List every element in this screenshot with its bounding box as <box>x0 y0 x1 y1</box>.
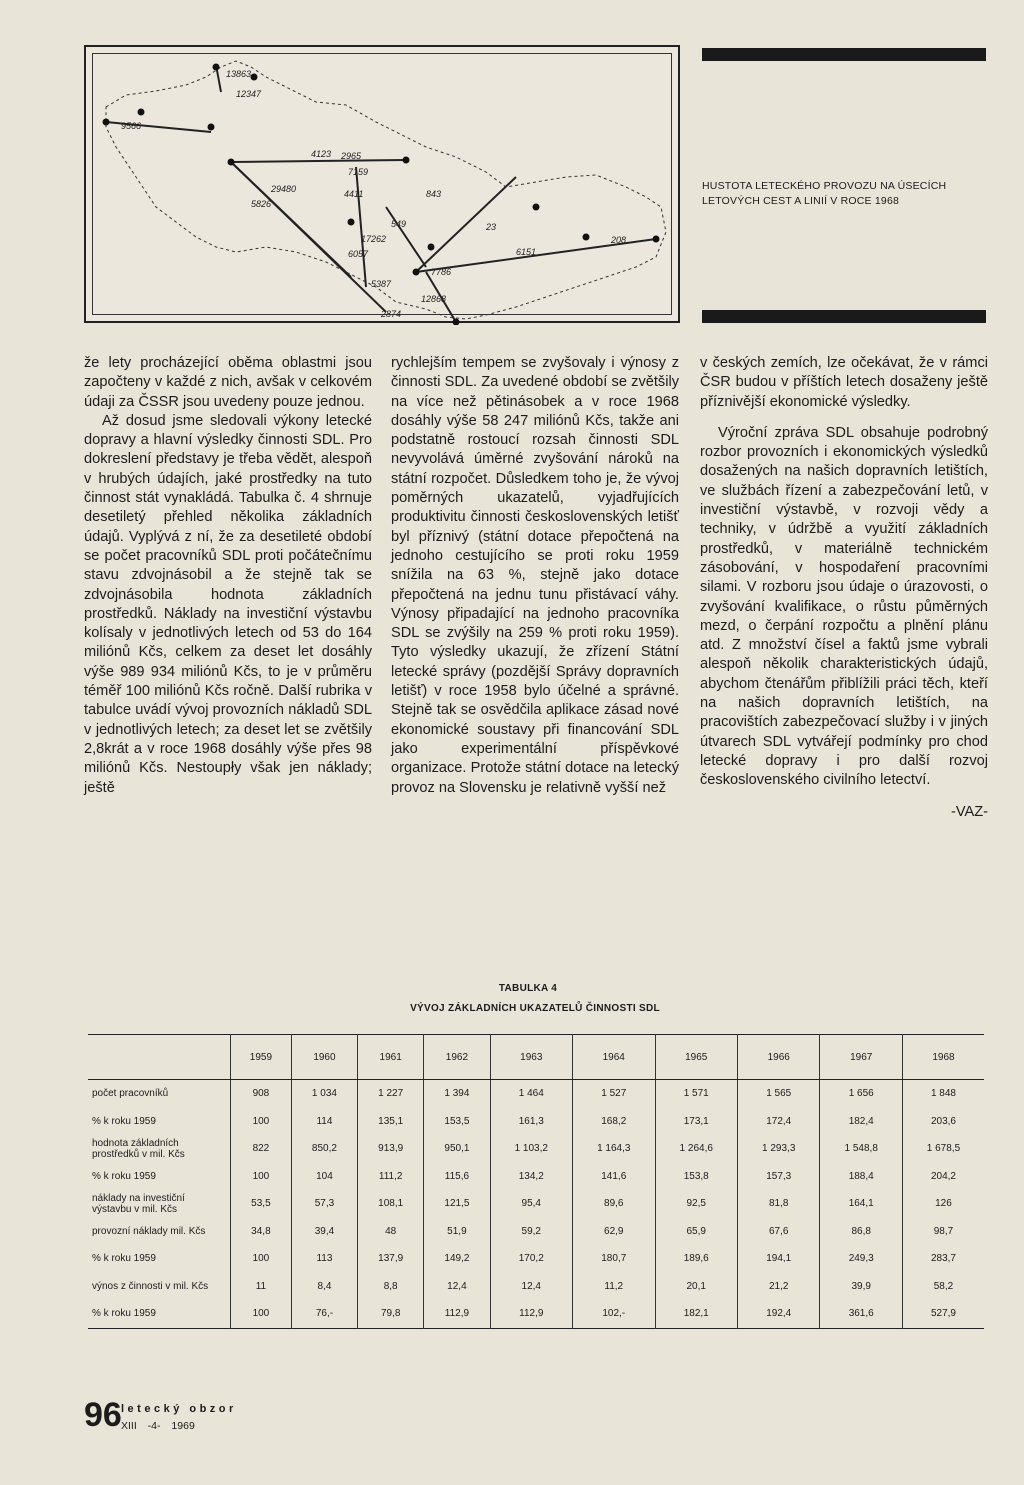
table-header-row <box>88 1035 984 1080</box>
table-cell: 81,8 <box>737 1190 819 1218</box>
table-row <box>88 1080 984 1108</box>
table-cell: 34,8 <box>231 1218 292 1246</box>
table-cell: 204,2 <box>930 1170 956 1182</box>
route-label: 29480 <box>271 184 297 194</box>
author-signature: -VAZ- <box>950 803 988 820</box>
table-cell: 58,2 <box>933 1280 954 1292</box>
table-cell: 1 848 <box>930 1088 956 1100</box>
article-column-1 <box>84 354 372 798</box>
table-cell: 67,6 <box>737 1218 819 1246</box>
paragraph: rychlejším tempem se zvyšovaly i výnosy z činnosti SDL. Za uvedené období se zvětšily na více než pětinásobek a v roce 1968 dosáhly výše 58 247 miliónů Kčs, takže ani podstatně rostoucí rozsah činnosti SDL nevyvolává úměrné zvyšování nároků na státní rozpočet. Důsledkem toho je, že vývoj poměrných ukazatelů, vyjadřujících produktivitu činnosti československých letišť byl příznivý (státní dotace přepočtená na jednoho cestujícího se proti roku 1959 snížila na 63 %, stejně jako dotace přepočtená na jednu tunu přistávací váhy. Výnosy připadající na jednoho pracovníka SDL se zvýšily na 259 % proti roku 1959). Tyto výsledky ukazují, že zřízení Státní letecké správy (pozdější Správy dopravních letišť) v roce 1958 bylo účelné a správné. Stejně tak se osvědčila aplikace zásad nové ekonomické soustavy při financování SDL jako experimentální příspěvkové organizace. Protože státní dotace na letecký provoz na Slovensku je relativně vyšší než <box>391 355 679 796</box>
table-cell: 173,1 <box>655 1108 737 1136</box>
table-cell: 908 <box>231 1080 292 1108</box>
table-cell: 111,2 <box>358 1163 424 1191</box>
table-cell: 48 <box>358 1218 424 1246</box>
route-label: 2874 <box>381 309 402 319</box>
year-header: 1963 <box>490 1035 572 1080</box>
row-label: % k roku 1959 <box>88 1163 231 1191</box>
table-title: VÝVOJ ZÁKLADNÍCH UKAZATELŮ ČINNOSTI SDL <box>410 1003 660 1014</box>
row-label: výnos z činnosti v mil. Kčs <box>88 1273 231 1301</box>
article-column-2 <box>391 354 679 798</box>
table-cell: 8,8 <box>358 1273 424 1301</box>
table-cell: 182,1 <box>655 1300 737 1328</box>
table-row <box>88 1135 984 1163</box>
row-label: % k roku 1959 <box>88 1300 231 1328</box>
table-cell: 95,4 <box>490 1190 572 1218</box>
table-cell: 157,3 <box>737 1163 819 1191</box>
year-header: 1964 <box>573 1035 655 1080</box>
table-cell: 100 <box>231 1108 292 1136</box>
table-cell: 188,4 <box>820 1163 902 1191</box>
table-cell: 113 <box>291 1245 357 1273</box>
table-cell: 126 <box>935 1198 952 1210</box>
table-cell: 1 656 <box>820 1080 902 1108</box>
row-label: % k roku 1959 <box>88 1245 231 1273</box>
route-label: 9566 <box>121 121 142 131</box>
table-cell: 1 034 <box>291 1080 357 1108</box>
table-cell: 12,4 <box>424 1273 490 1301</box>
route-label: 549 <box>391 219 407 229</box>
table-cell: 114 <box>291 1108 357 1136</box>
indicators-table <box>88 1034 984 1329</box>
map-svg <box>86 47 682 325</box>
route-label: 13863 <box>226 69 252 79</box>
table-cell: 11,2 <box>573 1273 655 1301</box>
route-label: 7159 <box>348 167 369 177</box>
table-cell: 1 565 <box>737 1080 819 1108</box>
route-label: 6057 <box>348 249 369 259</box>
table-cell: 1 227 <box>358 1080 424 1108</box>
table-cell: 1 394 <box>424 1080 490 1108</box>
table-cell: 112,9 <box>424 1300 490 1328</box>
table-cell: 76,- <box>291 1300 357 1328</box>
table-cell: 527,9 <box>930 1308 956 1320</box>
table-cell: 1 571 <box>655 1080 737 1108</box>
table-cell: 100 <box>231 1163 292 1191</box>
decorative-bar-bottom <box>702 310 986 323</box>
table-cell: 153,5 <box>424 1108 490 1136</box>
table-cell: 21,2 <box>737 1273 819 1301</box>
year-header: 1962 <box>424 1035 490 1080</box>
year-header: 1966 <box>737 1035 819 1080</box>
table-cell: 79,8 <box>358 1300 424 1328</box>
table-cell: 153,8 <box>655 1163 737 1191</box>
table-cell: 134,2 <box>490 1163 572 1191</box>
row-label: hodnota základních prostředků v mil. Kčs <box>88 1135 231 1163</box>
year-header: 1967 <box>820 1035 902 1080</box>
table-cell: 1 293,3 <box>737 1135 819 1163</box>
table-cell: 65,9 <box>655 1218 737 1246</box>
table-number: TABULKA 4 <box>498 983 558 994</box>
paragraph: v českých zemích, lze očekávat, že v rámci ČSR budou v příštích letech dosaženy ještě příznivější ekonomické výsledky. <box>700 355 988 410</box>
table-cell: 164,1 <box>820 1190 902 1218</box>
table-cell: 361,6 <box>820 1300 902 1328</box>
header-empty <box>88 1035 231 1080</box>
table-cell: 102,- <box>573 1300 655 1328</box>
table-cell: 104 <box>291 1163 357 1191</box>
table-row <box>88 1163 984 1191</box>
row-label: náklady na investiční výstavbu v mil. Kčs <box>88 1190 231 1218</box>
table-cell: 1 678,5 <box>926 1143 961 1155</box>
route-density-map <box>84 45 680 323</box>
table-cell: 39,9 <box>820 1273 902 1301</box>
table-cell: 39,4 <box>291 1218 357 1246</box>
table-cell: 112,9 <box>490 1300 572 1328</box>
table-cell: 115,6 <box>424 1163 490 1191</box>
route-label: 6151 <box>516 247 537 257</box>
year-header: 1965 <box>655 1035 737 1080</box>
table-cell: 57,3 <box>291 1190 357 1218</box>
route-label: 5387 <box>371 279 392 289</box>
page-number: 96 <box>84 1396 122 1434</box>
table-row <box>88 1245 984 1273</box>
magazine-name: letecký obzor <box>121 1403 237 1415</box>
row-label: provozní náklady mil. Kčs <box>88 1218 231 1246</box>
table-cell: 100 <box>231 1245 292 1273</box>
table-cell: 8,4 <box>291 1273 357 1301</box>
table-cell: 249,3 <box>820 1245 902 1273</box>
table-cell: 822 <box>231 1135 292 1163</box>
paragraph: Až dosud jsme sledovali výkony letecké dopravy a hlavní výsledky činnosti SDL. Pro dokreslení představy je třeba vědět, alespoň v hrubých údajích, jaké prostředky na tuto činnost stát vynakládá. Tabulka č. 4 shrnuje desetiletý přehled několika základních údajů. Vyplývá z ní, že za desetileté období se počet pracovníků SDL proti počátečnímu stavu zdvojnásobil a že stejně tak se zdvojnásobila hodnota základních prostředků. Náklady na investiční výstavbu kolísaly v jednotlivých letech od 53 do 164 miliónů Kčs, celkem za deset let dosáhly výše 989 934 miliónů Kčs, to je v průměru téměř 100 miliónů Kčs ročně. Další rubrika v tabulce uvádí vývoj provozních nákladů SDL v jednotlivých letech; za deset let se zvětšily 2,8krát a v roce 1968 dosáhly výše přes 98 miliónů Kčs. Nestoupły však jen náklady; ještě <box>84 412 372 796</box>
paragraph: že lety procházející oběma oblastmi jsou započteny v každé z nich, avšak v celkovém údaji za ČSSR jsou uvedeny pouze jednou. <box>84 355 372 410</box>
route-label: 23 <box>486 222 497 232</box>
table-row <box>88 1300 984 1328</box>
table-row <box>88 1273 984 1301</box>
table-cell: 92,5 <box>655 1190 737 1218</box>
table-cell: 121,5 <box>424 1190 490 1218</box>
year-header: 1960 <box>291 1035 357 1080</box>
table-cell: 203,6 <box>930 1115 956 1127</box>
table-cell: 1 464 <box>490 1080 572 1108</box>
route-label: 12868 <box>421 294 447 304</box>
table-cell: 137,9 <box>358 1245 424 1273</box>
year-header: 1968 <box>902 1035 984 1080</box>
table-cell: 53,5 <box>231 1190 292 1218</box>
table-cell: 1 548,8 <box>820 1135 902 1163</box>
table-cell: 192,4 <box>737 1300 819 1328</box>
table-cell: 172,4 <box>737 1108 819 1136</box>
table-row <box>88 1190 984 1218</box>
table-cell: 194,1 <box>737 1245 819 1273</box>
route-label: 4411 <box>344 189 364 199</box>
table-cell: 20,1 <box>655 1273 737 1301</box>
year-header: 1961 <box>358 1035 424 1080</box>
route-label: 208 <box>611 235 627 245</box>
decorative-bar-top <box>702 48 986 61</box>
paragraph: Výroční zpráva SDL obsahuje podrobný rozbor provozních i ekonomických výsledků dosažených na našich dopravních letištích, ve službách řízení a zabezpečování letů, v investiční výstavbě, v rozvoji vědy a techniky, v údržbě a využití základních prostředků, v materiálně technickém zásobování, v hospodaření pracovními silami. V rozboru jsou údaje o úrazovosti, o zvyšování kvalifikace, o růstu půměrných mezd, o čerpání rozpočtu a plnění plánu atd. Z množství čísel a faktů jsme vybrali alespoň několik charakteristických údajů, abychom čtenářům přiblížili práci těch, kteří na našich dopravních letištích, na pracovištích zabezpečovací služby i v jiných útvarech SDL vytvářejí podmínky pro chod letecké dopravy i pro další rozvoj československého civilního letectví. <box>700 424 988 789</box>
map-caption: HUSTOTA LETECKÉHO PROVOZU NA ÚSECÍCH LETOVÝCH CEST A LINIÍ V ROCE 1968 <box>702 180 947 207</box>
table-cell: 182,4 <box>820 1108 902 1136</box>
table-cell: 11 <box>231 1273 292 1301</box>
table-cell: 850,2 <box>291 1135 357 1163</box>
table-cell: 135,1 <box>358 1108 424 1136</box>
table-row <box>88 1108 984 1136</box>
table-cell: 100 <box>231 1300 292 1328</box>
table-cell: 62,9 <box>573 1218 655 1246</box>
route-label: 4123 <box>311 149 332 159</box>
table-cell: 51,9 <box>424 1218 490 1246</box>
row-label: počet pracovníků <box>88 1080 231 1108</box>
year-header: 1959 <box>231 1035 292 1080</box>
table-cell: 913,9 <box>358 1135 424 1163</box>
table-cell: 1 103,2 <box>490 1135 572 1163</box>
route-label: 12347 <box>236 89 262 99</box>
table-cell: 59,2 <box>490 1218 572 1246</box>
route-label: 5826 <box>251 199 272 209</box>
table-cell: 108,1 <box>358 1190 424 1218</box>
route-label: 17262 <box>361 234 387 244</box>
table-cell: 170,2 <box>490 1245 572 1273</box>
route-label: 7786 <box>431 267 452 277</box>
table-cell: 12,4 <box>490 1273 572 1301</box>
table-cell: 141,6 <box>573 1163 655 1191</box>
table-body <box>88 1080 984 1329</box>
table-row <box>88 1218 984 1246</box>
route-label: 843 <box>426 189 442 199</box>
table-cell: 149,2 <box>424 1245 490 1273</box>
table-cell: 1 527 <box>573 1080 655 1108</box>
route-label: 2965 <box>341 151 362 161</box>
table-cell: 86,8 <box>820 1218 902 1246</box>
article-column-3 <box>700 354 988 822</box>
table-cell: 98,7 <box>933 1225 954 1237</box>
table-cell: 1 264,6 <box>655 1135 737 1163</box>
table-cell: 1 164,3 <box>573 1135 655 1163</box>
table-cell: 189,6 <box>655 1245 737 1273</box>
table-cell: 180,7 <box>573 1245 655 1273</box>
issue-info: XIII -4- 1969 <box>121 1420 195 1432</box>
table-cell: 161,3 <box>490 1108 572 1136</box>
table-cell: 168,2 <box>573 1108 655 1136</box>
row-label: % k roku 1959 <box>88 1108 231 1136</box>
table-cell: 950,1 <box>424 1135 490 1163</box>
table-cell: 283,7 <box>930 1253 956 1265</box>
table-cell: 89,6 <box>573 1190 655 1218</box>
